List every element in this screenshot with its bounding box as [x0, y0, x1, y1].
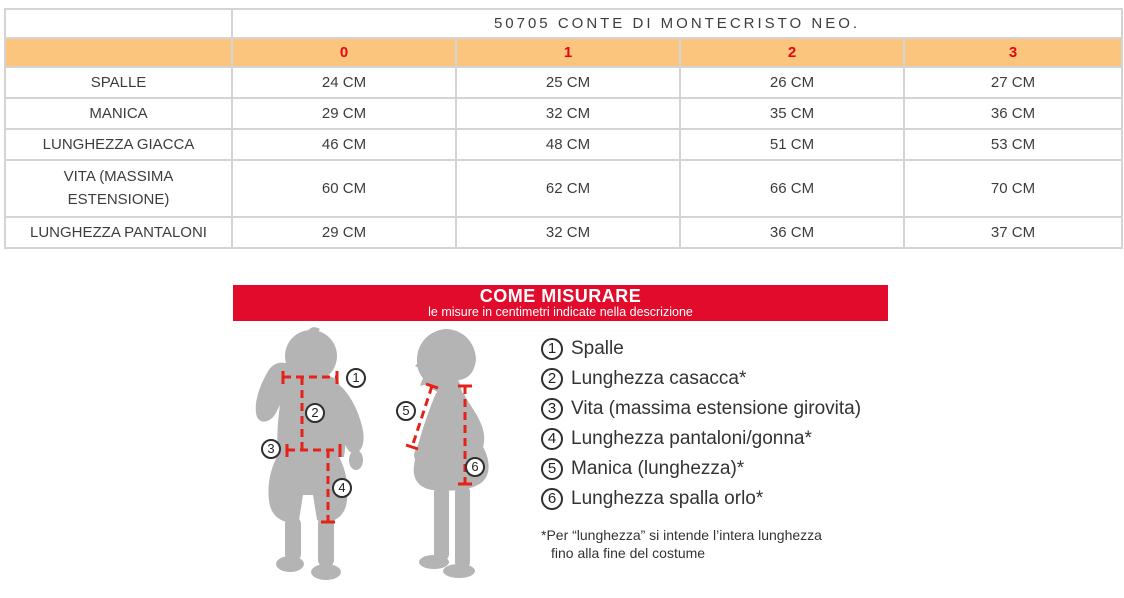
footnote-line-1: *Per “lunghezza” si intende l’intera lunghezza: [541, 526, 822, 543]
size-table: [4, 8, 1123, 249]
legend-label: Lunghezza casacca*: [571, 367, 747, 389]
banner-subtitle: le misure in centimetri indicate nella descrizione: [428, 304, 693, 319]
measure-figures: [245, 325, 535, 580]
legend-footnote: [541, 526, 861, 564]
table-row: [5, 98, 1122, 129]
empty-size-cell: [5, 38, 232, 67]
cell-value: 46 CM: [232, 129, 456, 160]
cell-value: 37 CM: [904, 217, 1122, 248]
legend-item: [541, 428, 861, 450]
banner-title: COME MISURARE: [479, 285, 642, 306]
cell-value: 70 CM: [904, 160, 1122, 217]
legend-label: Vita (massima estensione girovita): [571, 397, 862, 419]
table-row: [5, 129, 1122, 160]
legend-number-2: 2: [541, 368, 563, 390]
legend-number-1: 1: [541, 338, 563, 360]
size-header-0: 0: [232, 38, 456, 67]
cell-value: 25 CM: [456, 67, 680, 98]
table-row: [5, 160, 1122, 217]
cell-value: 60 CM: [232, 160, 456, 217]
cell-value: 32 CM: [456, 98, 680, 129]
legend-item: [541, 458, 861, 480]
empty-corner-cell: [5, 9, 232, 38]
measure-banner: [233, 285, 888, 321]
cell-value: 48 CM: [456, 129, 680, 160]
legend-number-3: 3: [541, 398, 563, 420]
figure-marker-6: 6: [465, 457, 485, 477]
legend-label: Spalle: [571, 337, 624, 359]
table-row: [5, 67, 1122, 98]
legend-label: Lunghezza pantaloni/gonna*: [571, 427, 812, 449]
row-label: MANICA: [5, 98, 232, 129]
row-label: LUNGHEZZA GIACCA: [5, 129, 232, 160]
legend-item: [541, 488, 861, 510]
cell-value: 62 CM: [456, 160, 680, 217]
cell-value: 36 CM: [904, 98, 1122, 129]
cell-value: 36 CM: [680, 217, 904, 248]
cell-value: 27 CM: [904, 67, 1122, 98]
legend-number-5: 5: [541, 458, 563, 480]
cell-value: 53 CM: [904, 129, 1122, 160]
cell-value: 29 CM: [232, 217, 456, 248]
table-row: [5, 217, 1122, 248]
figure-marker-5: 5: [396, 401, 416, 421]
cell-value: 66 CM: [680, 160, 904, 217]
cell-value: 24 CM: [232, 67, 456, 98]
size-header-1: 1: [456, 38, 680, 67]
row-label: [5, 160, 232, 217]
measure-legend: [535, 325, 861, 580]
table-title-row: [5, 9, 1122, 38]
row-label: SPALLE: [5, 67, 232, 98]
row-label-text: VITA (MASSIMA ESTENSIONE): [63, 168, 174, 209]
measurement-lines: [245, 325, 535, 580]
product-title: 50705 CONTE DI MONTECRISTO NEO.: [232, 9, 1122, 38]
legend-label: Lunghezza spalla orlo*: [571, 487, 764, 509]
cell-value: 26 CM: [680, 67, 904, 98]
measure-guide: [233, 285, 888, 580]
cell-value: 32 CM: [456, 217, 680, 248]
size-header-3: 3: [904, 38, 1122, 67]
figure-marker-3: 3: [261, 439, 281, 459]
cell-value: 51 CM: [680, 129, 904, 160]
cell-value: 29 CM: [232, 98, 456, 129]
legend-number-4: 4: [541, 428, 563, 450]
cell-value: 35 CM: [680, 98, 904, 129]
size-header-2: 2: [680, 38, 904, 67]
legend-item: [541, 398, 861, 420]
table-sizes-row: [5, 38, 1122, 67]
figure-marker-1: 1: [346, 368, 366, 388]
row-label: LUNGHEZZA PANTALONI: [5, 217, 232, 248]
figure-marker-2: 2: [305, 403, 325, 423]
legend-item: [541, 338, 861, 360]
legend-label: Manica (lunghezza)*: [571, 457, 745, 479]
measure-diagram: [233, 321, 888, 580]
legend-item: [541, 368, 861, 390]
figure-marker-4: 4: [332, 478, 352, 498]
footnote-line-2: fino alla fine del costume: [551, 545, 706, 562]
legend-number-6: 6: [541, 488, 563, 510]
